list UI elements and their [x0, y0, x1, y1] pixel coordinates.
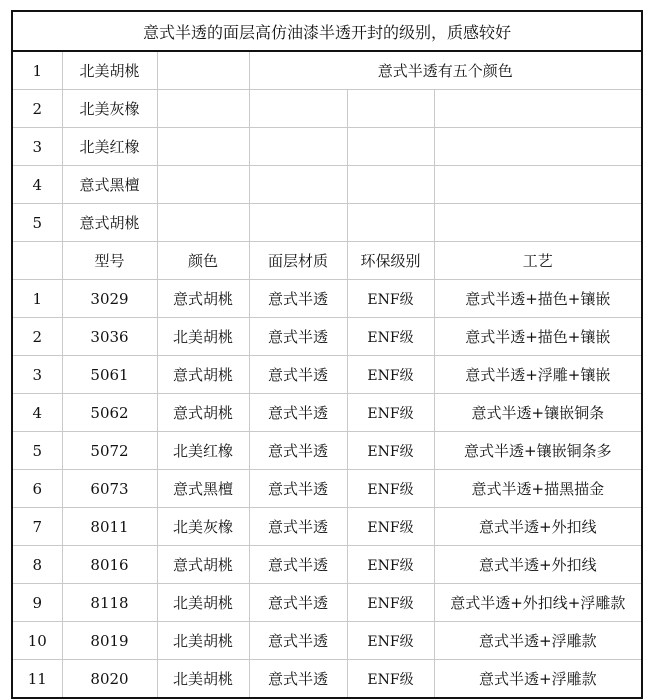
row-craft[interactable]: 意式半透+描色+镶嵌: [434, 318, 642, 356]
row-color[interactable]: 意式胡桃: [157, 394, 249, 432]
color-name[interactable]: 意式黑檀: [62, 166, 157, 204]
row-surface[interactable]: 意式半透: [249, 584, 347, 622]
table-row: [12, 318, 642, 356]
table-row: [12, 660, 642, 699]
row-eco[interactable]: ENF级: [347, 470, 434, 508]
row-surface[interactable]: 意式半透: [249, 318, 347, 356]
row-eco[interactable]: ENF级: [347, 432, 434, 470]
row-no[interactable]: 10: [12, 622, 62, 660]
empty-cell[interactable]: [157, 51, 249, 90]
color-index[interactable]: 4: [12, 166, 62, 204]
row-no[interactable]: 8: [12, 546, 62, 584]
color-row: [12, 90, 642, 128]
row-eco[interactable]: ENF级: [347, 356, 434, 394]
row-surface[interactable]: 意式半透: [249, 470, 347, 508]
row-eco[interactable]: ENF级: [347, 546, 434, 584]
row-color[interactable]: 意式胡桃: [157, 356, 249, 394]
colors-note[interactable]: 意式半透有五个颜色: [249, 51, 642, 90]
empty-cell[interactable]: [434, 166, 642, 204]
row-color[interactable]: 意式胡桃: [157, 280, 249, 318]
color-name[interactable]: 北美灰橡: [62, 90, 157, 128]
empty-cell[interactable]: [434, 128, 642, 166]
row-color[interactable]: 北美胡桃: [157, 622, 249, 660]
header-surface[interactable]: 面层材质: [249, 242, 347, 280]
empty-cell[interactable]: [249, 90, 347, 128]
color-index[interactable]: 3: [12, 128, 62, 166]
empty-cell[interactable]: [347, 128, 434, 166]
header-eco[interactable]: 环保级别: [347, 242, 434, 280]
row-eco[interactable]: ENF级: [347, 660, 434, 699]
table-row: [12, 280, 642, 318]
color-row: [12, 166, 642, 204]
row-craft[interactable]: 意式半透+外扣线+浮雕款: [434, 584, 642, 622]
row-eco[interactable]: ENF级: [347, 280, 434, 318]
row-surface[interactable]: 意式半透: [249, 660, 347, 699]
row-craft[interactable]: 意式半透+描黑描金: [434, 470, 642, 508]
empty-cell[interactable]: [347, 90, 434, 128]
row-craft[interactable]: 意式半透+镶嵌铜条: [434, 394, 642, 432]
row-craft[interactable]: 意式半透+浮雕+镶嵌: [434, 356, 642, 394]
row-color[interactable]: 北美胡桃: [157, 660, 249, 699]
row-model[interactable]: 8011: [62, 508, 157, 546]
row-model[interactable]: 8019: [62, 622, 157, 660]
color-row: [12, 128, 642, 166]
color-index[interactable]: 2: [12, 90, 62, 128]
row-no[interactable]: 1: [12, 280, 62, 318]
row-eco[interactable]: ENF级: [347, 318, 434, 356]
row-surface[interactable]: 意式半透: [249, 508, 347, 546]
row-no[interactable]: 3: [12, 356, 62, 394]
table-row: [12, 470, 642, 508]
color-name[interactable]: 意式胡桃: [62, 204, 157, 242]
row-eco[interactable]: ENF级: [347, 622, 434, 660]
row-craft[interactable]: 意式半透+外扣线: [434, 508, 642, 546]
row-color[interactable]: 北美灰橡: [157, 508, 249, 546]
empty-cell[interactable]: [157, 128, 249, 166]
product-table: [11, 10, 643, 699]
empty-cell[interactable]: [434, 204, 642, 242]
table-title[interactable]: 意式半透的面层高仿油漆半透开封的级别，质感较好: [12, 11, 642, 51]
table-row: [12, 546, 642, 584]
row-model[interactable]: 5062: [62, 394, 157, 432]
row-model[interactable]: 3036: [62, 318, 157, 356]
row-surface[interactable]: 意式半透: [249, 546, 347, 584]
row-craft[interactable]: 意式半透+描色+镶嵌: [434, 280, 642, 318]
empty-cell[interactable]: [249, 166, 347, 204]
empty-cell[interactable]: [249, 204, 347, 242]
row-model[interactable]: 8020: [62, 660, 157, 699]
empty-cell[interactable]: [347, 204, 434, 242]
row-surface[interactable]: 意式半透: [249, 280, 347, 318]
row-surface[interactable]: 意式半透: [249, 432, 347, 470]
row-eco[interactable]: ENF级: [347, 508, 434, 546]
row-eco[interactable]: ENF级: [347, 394, 434, 432]
row-no[interactable]: 6: [12, 470, 62, 508]
color-name[interactable]: 北美红橡: [62, 128, 157, 166]
table-row: [12, 356, 642, 394]
row-no[interactable]: 5: [12, 432, 62, 470]
header-model[interactable]: 型号: [62, 242, 157, 280]
spreadsheet: [11, 10, 643, 699]
empty-cell[interactable]: [157, 166, 249, 204]
row-surface[interactable]: 意式半透: [249, 394, 347, 432]
row-craft[interactable]: 意式半透+外扣线: [434, 546, 642, 584]
color-index[interactable]: 5: [12, 204, 62, 242]
row-model[interactable]: 6073: [62, 470, 157, 508]
row-craft[interactable]: 意式半透+镶嵌铜条多: [434, 432, 642, 470]
row-model[interactable]: 3029: [62, 280, 157, 318]
color-row: [12, 204, 642, 242]
table-row: [12, 584, 642, 622]
row-craft[interactable]: 意式半透+浮雕款: [434, 622, 642, 660]
row-no[interactable]: 4: [12, 394, 62, 432]
empty-cell[interactable]: [249, 128, 347, 166]
color-row: [12, 51, 642, 90]
row-model[interactable]: 8118: [62, 584, 157, 622]
row-color[interactable]: 意式黑檀: [157, 470, 249, 508]
title-row: [12, 11, 642, 51]
row-color[interactable]: 北美胡桃: [157, 584, 249, 622]
table-row: [12, 622, 642, 660]
row-eco[interactable]: ENF级: [347, 584, 434, 622]
row-model[interactable]: 5072: [62, 432, 157, 470]
color-index[interactable]: 1: [12, 51, 62, 90]
row-surface[interactable]: 意式半透: [249, 622, 347, 660]
row-surface[interactable]: 意式半透: [249, 356, 347, 394]
empty-cell[interactable]: [434, 90, 642, 128]
row-craft[interactable]: 意式半透+浮雕款: [434, 660, 642, 699]
row-color[interactable]: 意式胡桃: [157, 546, 249, 584]
row-model[interactable]: 5061: [62, 356, 157, 394]
row-model[interactable]: 8016: [62, 546, 157, 584]
empty-cell[interactable]: [157, 204, 249, 242]
row-no[interactable]: 9: [12, 584, 62, 622]
empty-cell[interactable]: [157, 90, 249, 128]
header-no[interactable]: [12, 242, 62, 280]
header-row: [12, 242, 642, 280]
row-no[interactable]: 2: [12, 318, 62, 356]
empty-cell[interactable]: [347, 166, 434, 204]
row-no[interactable]: 11: [12, 660, 62, 699]
table-row: [12, 394, 642, 432]
table-row: [12, 432, 642, 470]
row-color[interactable]: 北美红橡: [157, 432, 249, 470]
row-color[interactable]: 北美胡桃: [157, 318, 249, 356]
color-name[interactable]: 北美胡桃: [62, 51, 157, 90]
row-no[interactable]: 7: [12, 508, 62, 546]
header-craft[interactable]: 工艺: [434, 242, 642, 280]
header-color[interactable]: 颜色: [157, 242, 249, 280]
table-row: [12, 508, 642, 546]
